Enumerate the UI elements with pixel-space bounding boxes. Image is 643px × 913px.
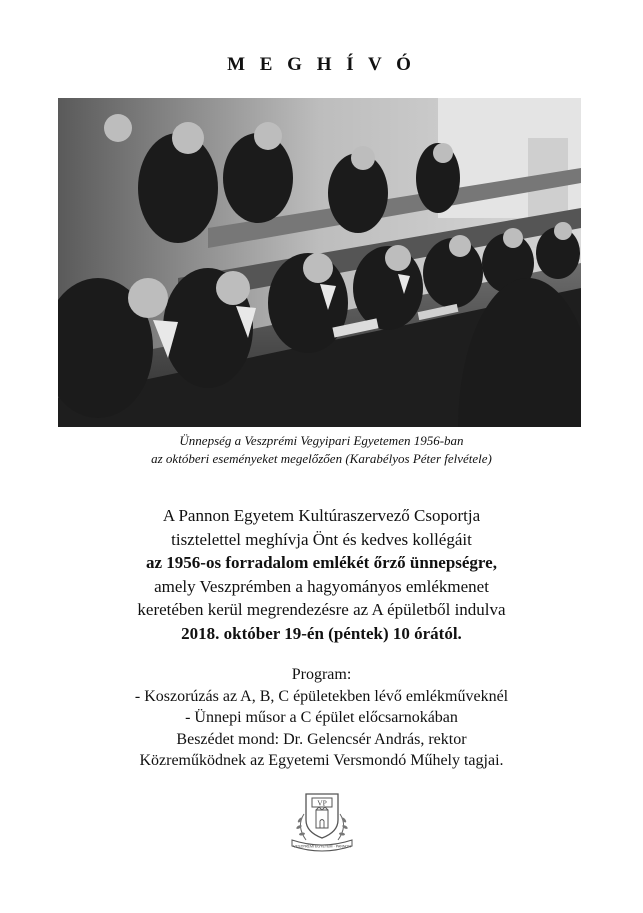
invitation-line: A Pannon Egyetem Kultúraszervező Csoportja bbox=[162, 506, 481, 525]
university-crest-icon bbox=[286, 790, 358, 854]
invitation-line: amely Veszprémben a hagyományos emlékmenet bbox=[154, 576, 489, 596]
program-heading: Program: bbox=[291, 666, 352, 683]
photo-illustration bbox=[58, 98, 581, 427]
archival-photo bbox=[58, 98, 581, 427]
crest-initials: VP bbox=[317, 798, 327, 808]
photo-caption bbox=[0, 432, 643, 468]
caption-line: Ünnepség a Veszprémi Vegyipari Egyetemen 1956-ban bbox=[179, 433, 464, 448]
invitation-title: M E G H Í V Ó bbox=[227, 54, 416, 75]
caption-line: az októberi eseményeket megelőzően (Karabélyos Péter felvétele) bbox=[151, 451, 492, 466]
program-item: - Ünnepi műsor a C épület előcsarnokában bbox=[185, 709, 458, 726]
event-date: 2018. október 19-én (péntek) 10 órától. bbox=[181, 623, 462, 643]
crest-ribbon-text: VESZPRÉMI EGYETEM · PANNON bbox=[293, 844, 351, 849]
event-name: az 1956-os forradalom emlékét őrző ünnepségre, bbox=[146, 553, 497, 572]
program-performers: Közreműködnek az Egyetemi Versmondó Műhely tagjai. bbox=[139, 752, 504, 769]
invitation-line: keretében kerül megrendezésre az A épületből indulva bbox=[137, 600, 506, 619]
invitation-line: tisztelettel meghívja Önt és kedves kollégáit bbox=[171, 529, 472, 549]
program-item: - Koszorúzás az A, B, C épületekben lévő emlékműveknél bbox=[134, 687, 509, 705]
program-speaker: Beszédet mond: Dr. Gelencsér András, rektor bbox=[176, 730, 467, 748]
invitation-text bbox=[0, 504, 643, 645]
program-section bbox=[0, 664, 643, 772]
